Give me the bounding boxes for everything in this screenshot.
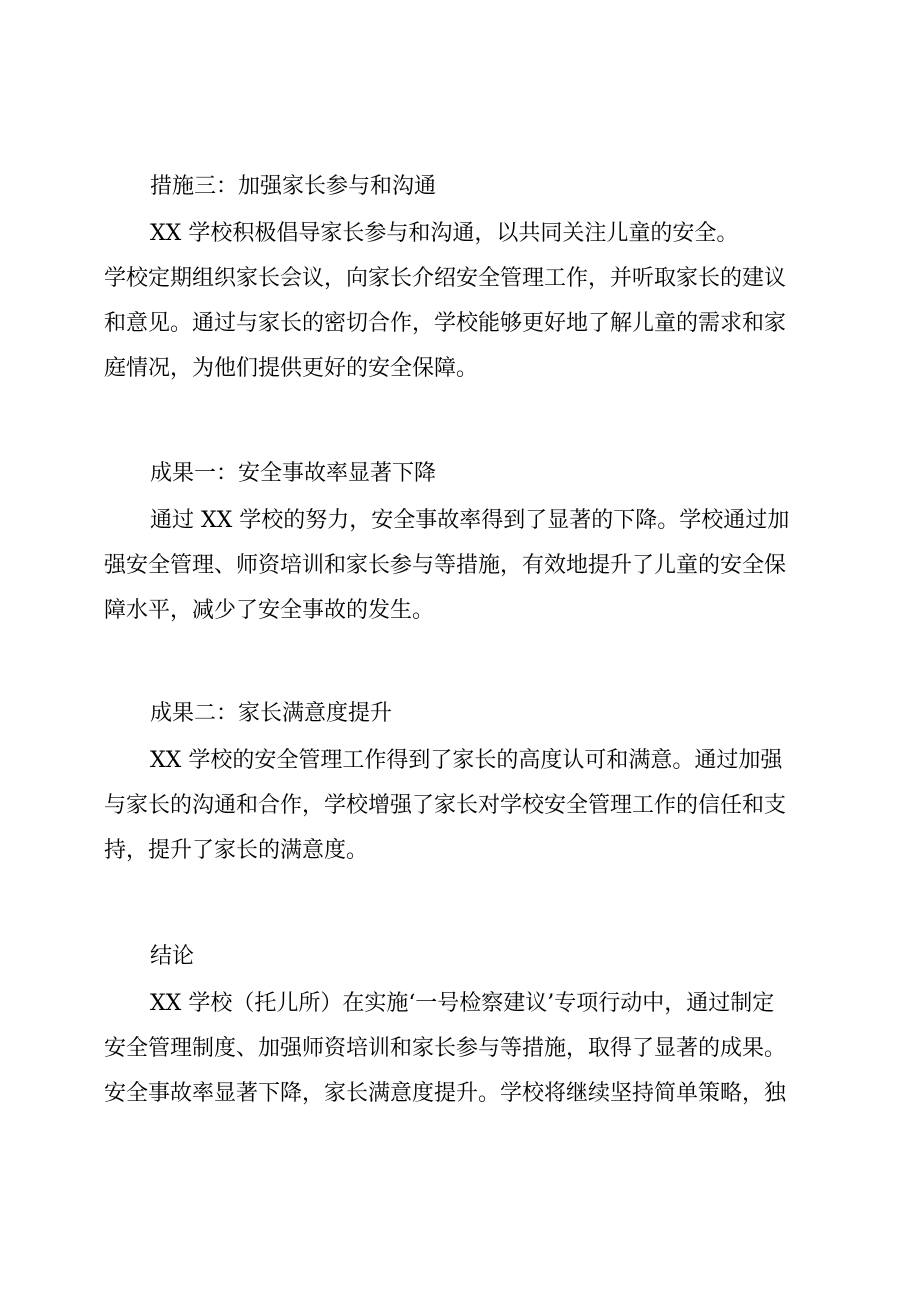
paragraph-line: 强安全管理、师资培训和家长参与等措施，有效地提升了儿童的安全保 [104,553,787,578]
section-paragraph [104,211,824,391]
paragraph-line: XX 学校（托儿所）在实施‘一号检察建议’专项行动中，通过制定 [150,991,775,1016]
paragraph-line: 持，提升了家长的满意度。 [104,838,369,863]
paragraph-line: 安全管理制度、加强师资培训和家长参与等措施，取得了显著的成果。 [104,1036,787,1061]
section-heading: 措施三：加强家长参与和沟通 [150,174,437,199]
paragraph-line: 通过 XX 学校的努力，安全事故率得到了显著的下降。学校通过加 [150,508,790,533]
section-heading: 成果二：家长满意度提升 [150,701,393,726]
section-paragraph [104,738,824,873]
section-paragraph [104,498,824,633]
paragraph-line: 障水平，减少了安全事故的发生。 [104,598,435,623]
section-paragraph [104,981,824,1116]
section-measure-three [104,163,824,391]
paragraph-line: 安全事故率显著下降，家长满意度提升。学校将继续坚持简单策略，独 [104,1081,787,1106]
section-heading: 成果一：安全事故率显著下降 [150,461,437,486]
paragraph-line: 庭情况，为他们提供更好的安全保障。 [104,356,479,381]
paragraph-line: XX 学校的安全管理工作得到了家长的高度认可和满意。通过加强 [150,748,783,773]
paragraph-line: 学校定期组织家长会议，向家长介绍安全管理工作，并听取家长的建议 [104,266,787,291]
paragraph-line: 和意见。通过与家长的密切合作，学校能够更好地了解儿童的需求和家 [104,311,787,336]
paragraph-line: XX 学校积极倡导家长参与和沟通，以共同关注儿童的安全。 [150,221,739,246]
section-heading: 结论 [150,944,195,969]
section-conclusion [104,933,824,1116]
paragraph-line: 与家长的沟通和合作，学校增强了家长对学校安全管理工作的信任和支 [104,793,787,818]
section-result-two [104,690,824,873]
section-result-one [104,450,824,633]
